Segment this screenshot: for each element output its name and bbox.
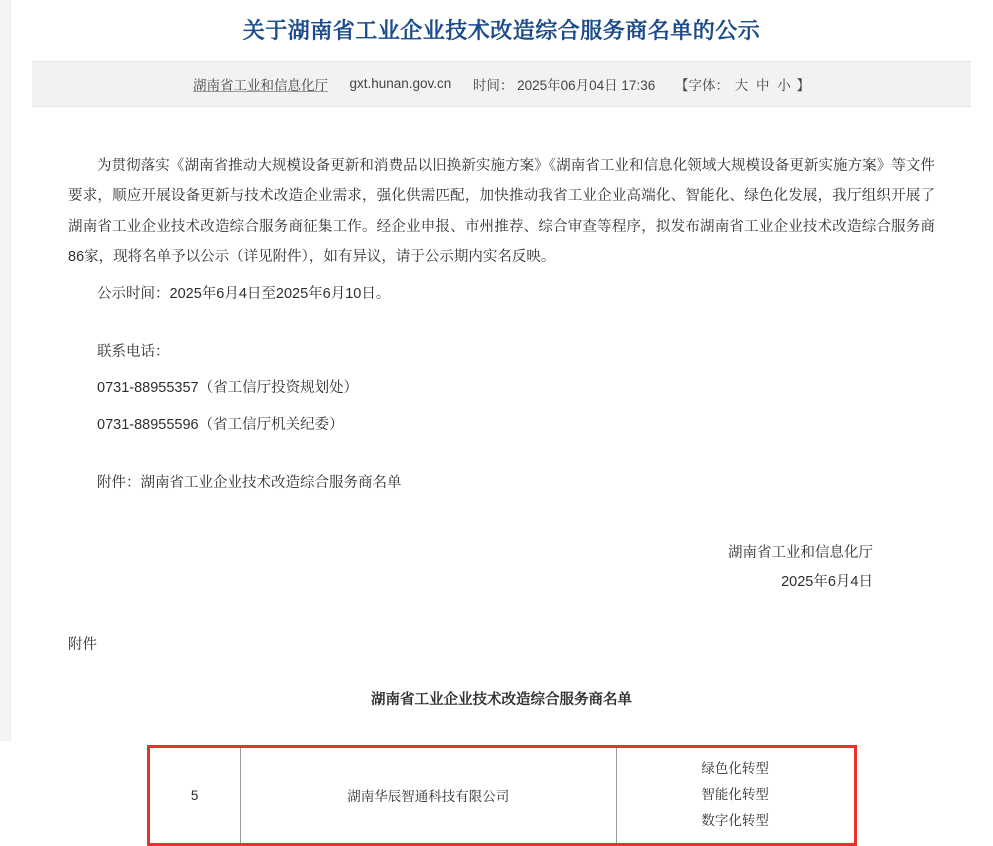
spacer-2 (68, 446, 935, 468)
font-size-large-button[interactable]: 大 (734, 77, 749, 93)
service-table-wrapper (10, 745, 993, 846)
type-list (623, 756, 848, 835)
contact-line-1: 0731-88955357（省工信厅投资规划处） (97, 380, 359, 397)
meta-domain: gxt.hunan.gov.cn (349, 76, 452, 92)
font-size-medium-button[interactable]: 中 (756, 77, 770, 93)
document-body (10, 107, 993, 607)
body-paragraph-1: 为贯彻落实《湖南省推动大规模设备更新和消费品以旧换新实施方案》《湖南省工业和信息化领域大规模设备更新实施方案》等文件要求，顺应开展设备更新与技术改造企业需求，强化供需匹配，加快推动我省工业企业高端化、智能化、绿色化发展，我厅组织开展了湖南省工业企业技术改造综合服务商征集工作。经企业申报、市州推荐、综合审查等程序，拟发布湖南省工业企业技术改造综合服务商86家，现将名单予以公示（详见附件），如有异议，请于公示期内实名反映。 (68, 157, 935, 266)
page-title: 关于湖南省工业企业技术改造综合服务商名单的公示 (242, 18, 761, 43)
spacer-1 (68, 315, 935, 337)
font-size-small-button[interactable]: 小 (777, 77, 791, 93)
service-provider-table (147, 745, 857, 846)
signature-org: 湖南省工业和信息化厅 (728, 544, 873, 561)
signature-block (68, 539, 935, 597)
table-cell-types (616, 746, 855, 844)
meta-bar (32, 61, 971, 107)
spacer-3 (68, 505, 935, 539)
meta-source-text: 湖南省工业和信息化厅 (192, 77, 328, 93)
type-item-3: 数字化转型 (701, 813, 769, 829)
contact-line-2: 0731-88955596（省工信厅机关纪委） (97, 416, 344, 433)
attachment-label: 附件 (68, 636, 97, 653)
table-row (148, 746, 855, 844)
attachment-reference: 附件：湖南省工业企业技术改造综合服务商名单 (97, 475, 402, 492)
signature-date: 2025年6月4日 (781, 573, 873, 590)
attachment-title: 湖南省工业企业技术改造综合服务商名单 (371, 691, 632, 708)
meta-time-value: 2025年06月04日 17:36 (517, 77, 656, 93)
meta-time-label: 时间： (472, 77, 514, 93)
font-group-close: 】 (796, 77, 811, 93)
font-size-group (675, 74, 810, 94)
type-item-2: 智能化转型 (701, 787, 769, 803)
contact-heading: 联系电话： (97, 343, 170, 360)
table-cell-company-name: 湖南华辰智通科技有限公司 (240, 746, 616, 844)
body-paragraph-2: 公示时间：2025年6月4日至2025年6月10日。 (97, 285, 391, 302)
meta-source (193, 74, 328, 94)
document-content (10, 0, 993, 846)
left-rail (0, 0, 11, 741)
table-cell-index: 5 (148, 746, 240, 844)
font-group-open: 【字体： (674, 77, 729, 93)
type-item-1: 绿色化转型 (701, 760, 769, 776)
